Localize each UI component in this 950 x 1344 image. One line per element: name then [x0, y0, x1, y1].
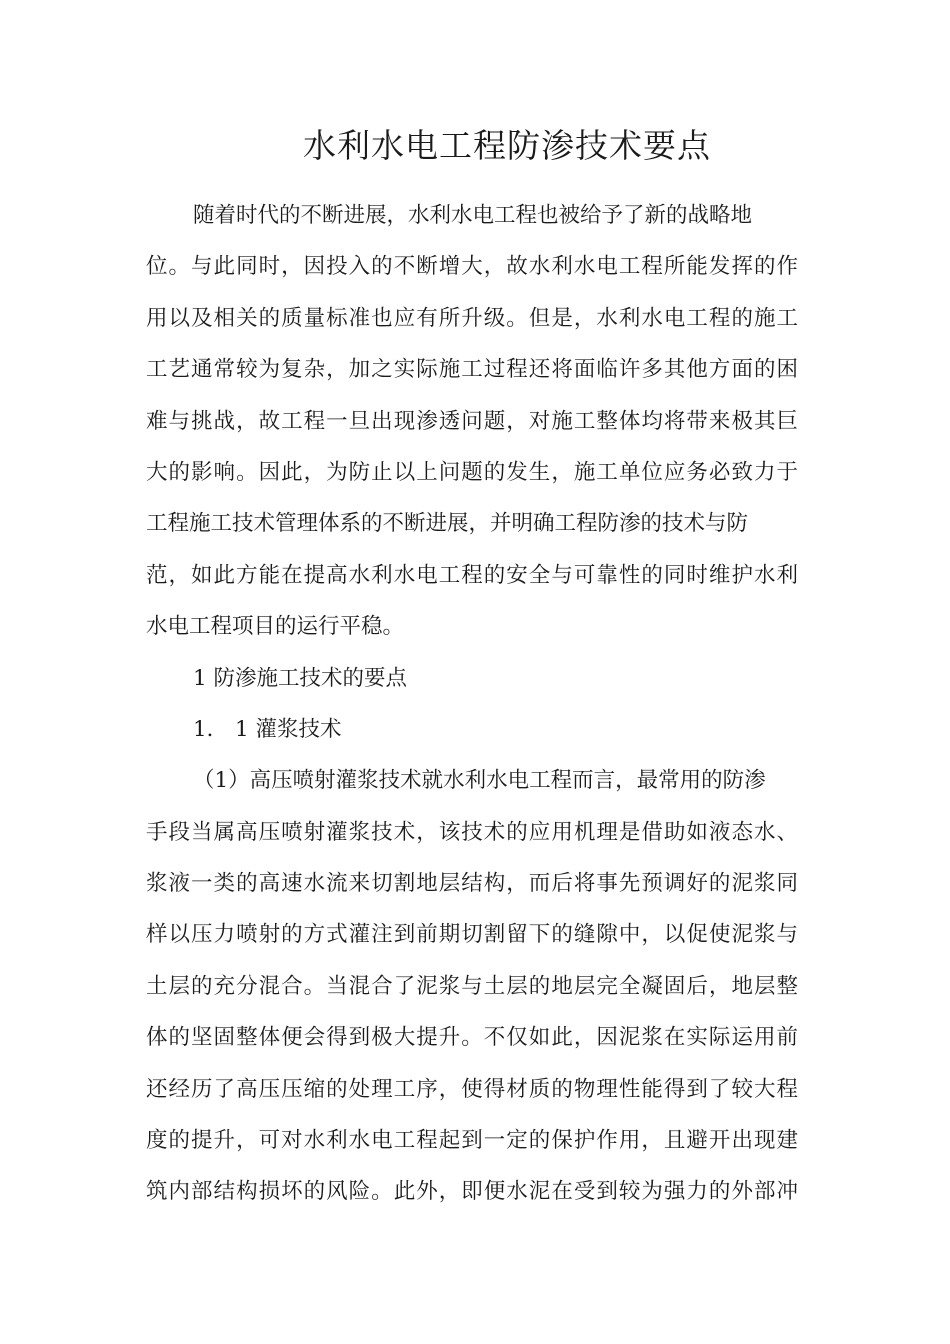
paragraph-line: 用以及相关的质量标准也应有所升级。但是，水利水电工程的施工 — [146, 305, 798, 331]
section-heading: 1 防渗施工技术的要点 — [193, 665, 408, 691]
paragraph-line: 位。与此同时，因投入的不断增大，故水利水电工程所能发挥的作 — [146, 254, 798, 280]
document-body — [146, 190, 798, 1218]
paragraph-line: 样以压力喷射的方式灌注到前期切割留下的缝隙中，以促使泥浆与 — [146, 922, 798, 948]
paragraph-line: 体的坚固整体便会得到极大提升。不仅如此，因泥浆在实际运用前 — [146, 1025, 798, 1051]
paragraph-line: 还经历了高压压缩的处理工序，使得材质的物理性能得到了较大程 — [146, 1076, 798, 1102]
paragraph-line: 工程施工技术管理体系的不断进展，并明确工程防渗的技术与防 — [146, 511, 749, 537]
paragraph-line: 大的影响。因此，为防止以上问题的发生，施工单位应务必致力于 — [146, 459, 798, 485]
paragraph-line: 难与挑战，故工程一旦出现渗透问题，对施工整体均将带来极其巨 — [146, 408, 798, 434]
paragraph-line: 度的提升，可对水利水电工程起到一定的保护作用，且避开出现建 — [146, 1128, 798, 1154]
paragraph-line: 浆液一类的高速水流来切割地层结构，而后将事先预调好的泥浆同 — [146, 871, 798, 897]
document-title: 水利水电工程防渗技术要点 — [303, 126, 711, 165]
paragraph-line: 筑内部结构损坏的风险。此外，即便水泥在受到较为强力的外部冲 — [146, 1179, 798, 1205]
paragraph-line: 工艺通常较为复杂，加之实际施工过程还将面临许多其他方面的困 — [146, 357, 798, 383]
subsection-heading: 1． 1 灌浆技术 — [193, 716, 342, 742]
paragraph-line: 手段当属高压喷射灌浆技术，该技术的应用机理是借助如液态水、 — [146, 819, 798, 845]
paragraph-line: （1）高压喷射灌浆技术就水利水电工程而言，最常用的防渗 — [193, 768, 766, 794]
paragraph-line: 水电工程项目的运行平稳。 — [146, 614, 405, 640]
paragraph-line: 随着时代的不断进展，水利水电工程也被给予了新的战略地 — [193, 203, 753, 228]
paragraph-line: 土层的充分混合。当混合了泥浆与土层的地层完全凝固后，地层整 — [146, 973, 798, 999]
paragraph-line: 范，如此方能在提高水利水电工程的安全与可靠性的同时维护水利 — [146, 562, 798, 588]
